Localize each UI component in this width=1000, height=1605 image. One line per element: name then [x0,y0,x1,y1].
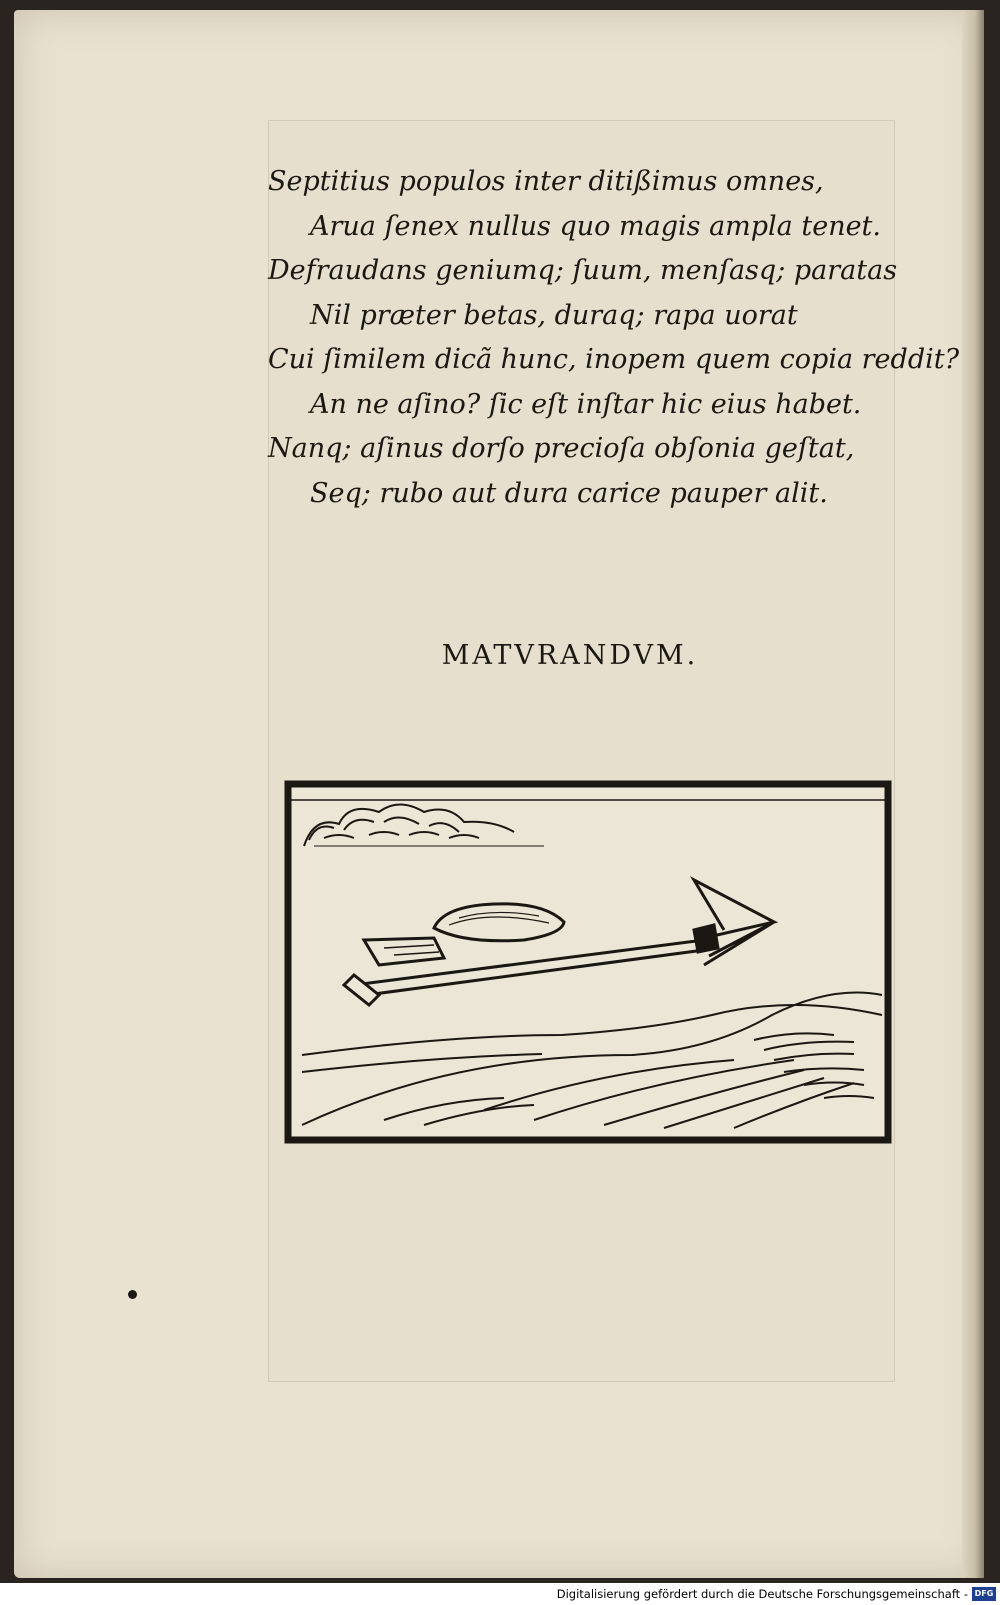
ink-spot [128,1290,137,1299]
funding-credit: Digitalisierung gefördert durch die Deutsche Forschungsgemeinschaft - [556,1587,968,1601]
page-edge [962,10,984,1578]
dfg-logo-icon: DFG [972,1587,996,1601]
emblem-heading: MATVRANDVM. [441,640,699,671]
poem-line: Cui ſimilem dicã hunc, inopem quem copia reddit? [268,344,960,375]
poem-line: Defraudans geniumq; ſuum, menſasq; paratas [268,255,898,286]
poem-line: Arua ſenex nullus quo magis ampla tenet. [310,210,881,242]
epigram-poem [268,160,960,516]
footer-bar [0,1583,1000,1605]
poem-line: Seq; rubo aut dura carice pauper alit. [310,477,828,509]
poem-line: Nanq; aſinus dorſo precioſa obſonia geſtat, [268,433,855,464]
poem-line: Nil præter betas, duraq; rapa uorat [310,299,798,331]
poem-line: An ne aſino? ſic eſt inſtar hic eius habet. [310,388,862,420]
woodcut-illustration [284,780,894,1160]
poem-line: Septitius populos inter ditißimus omnes, [268,166,824,197]
